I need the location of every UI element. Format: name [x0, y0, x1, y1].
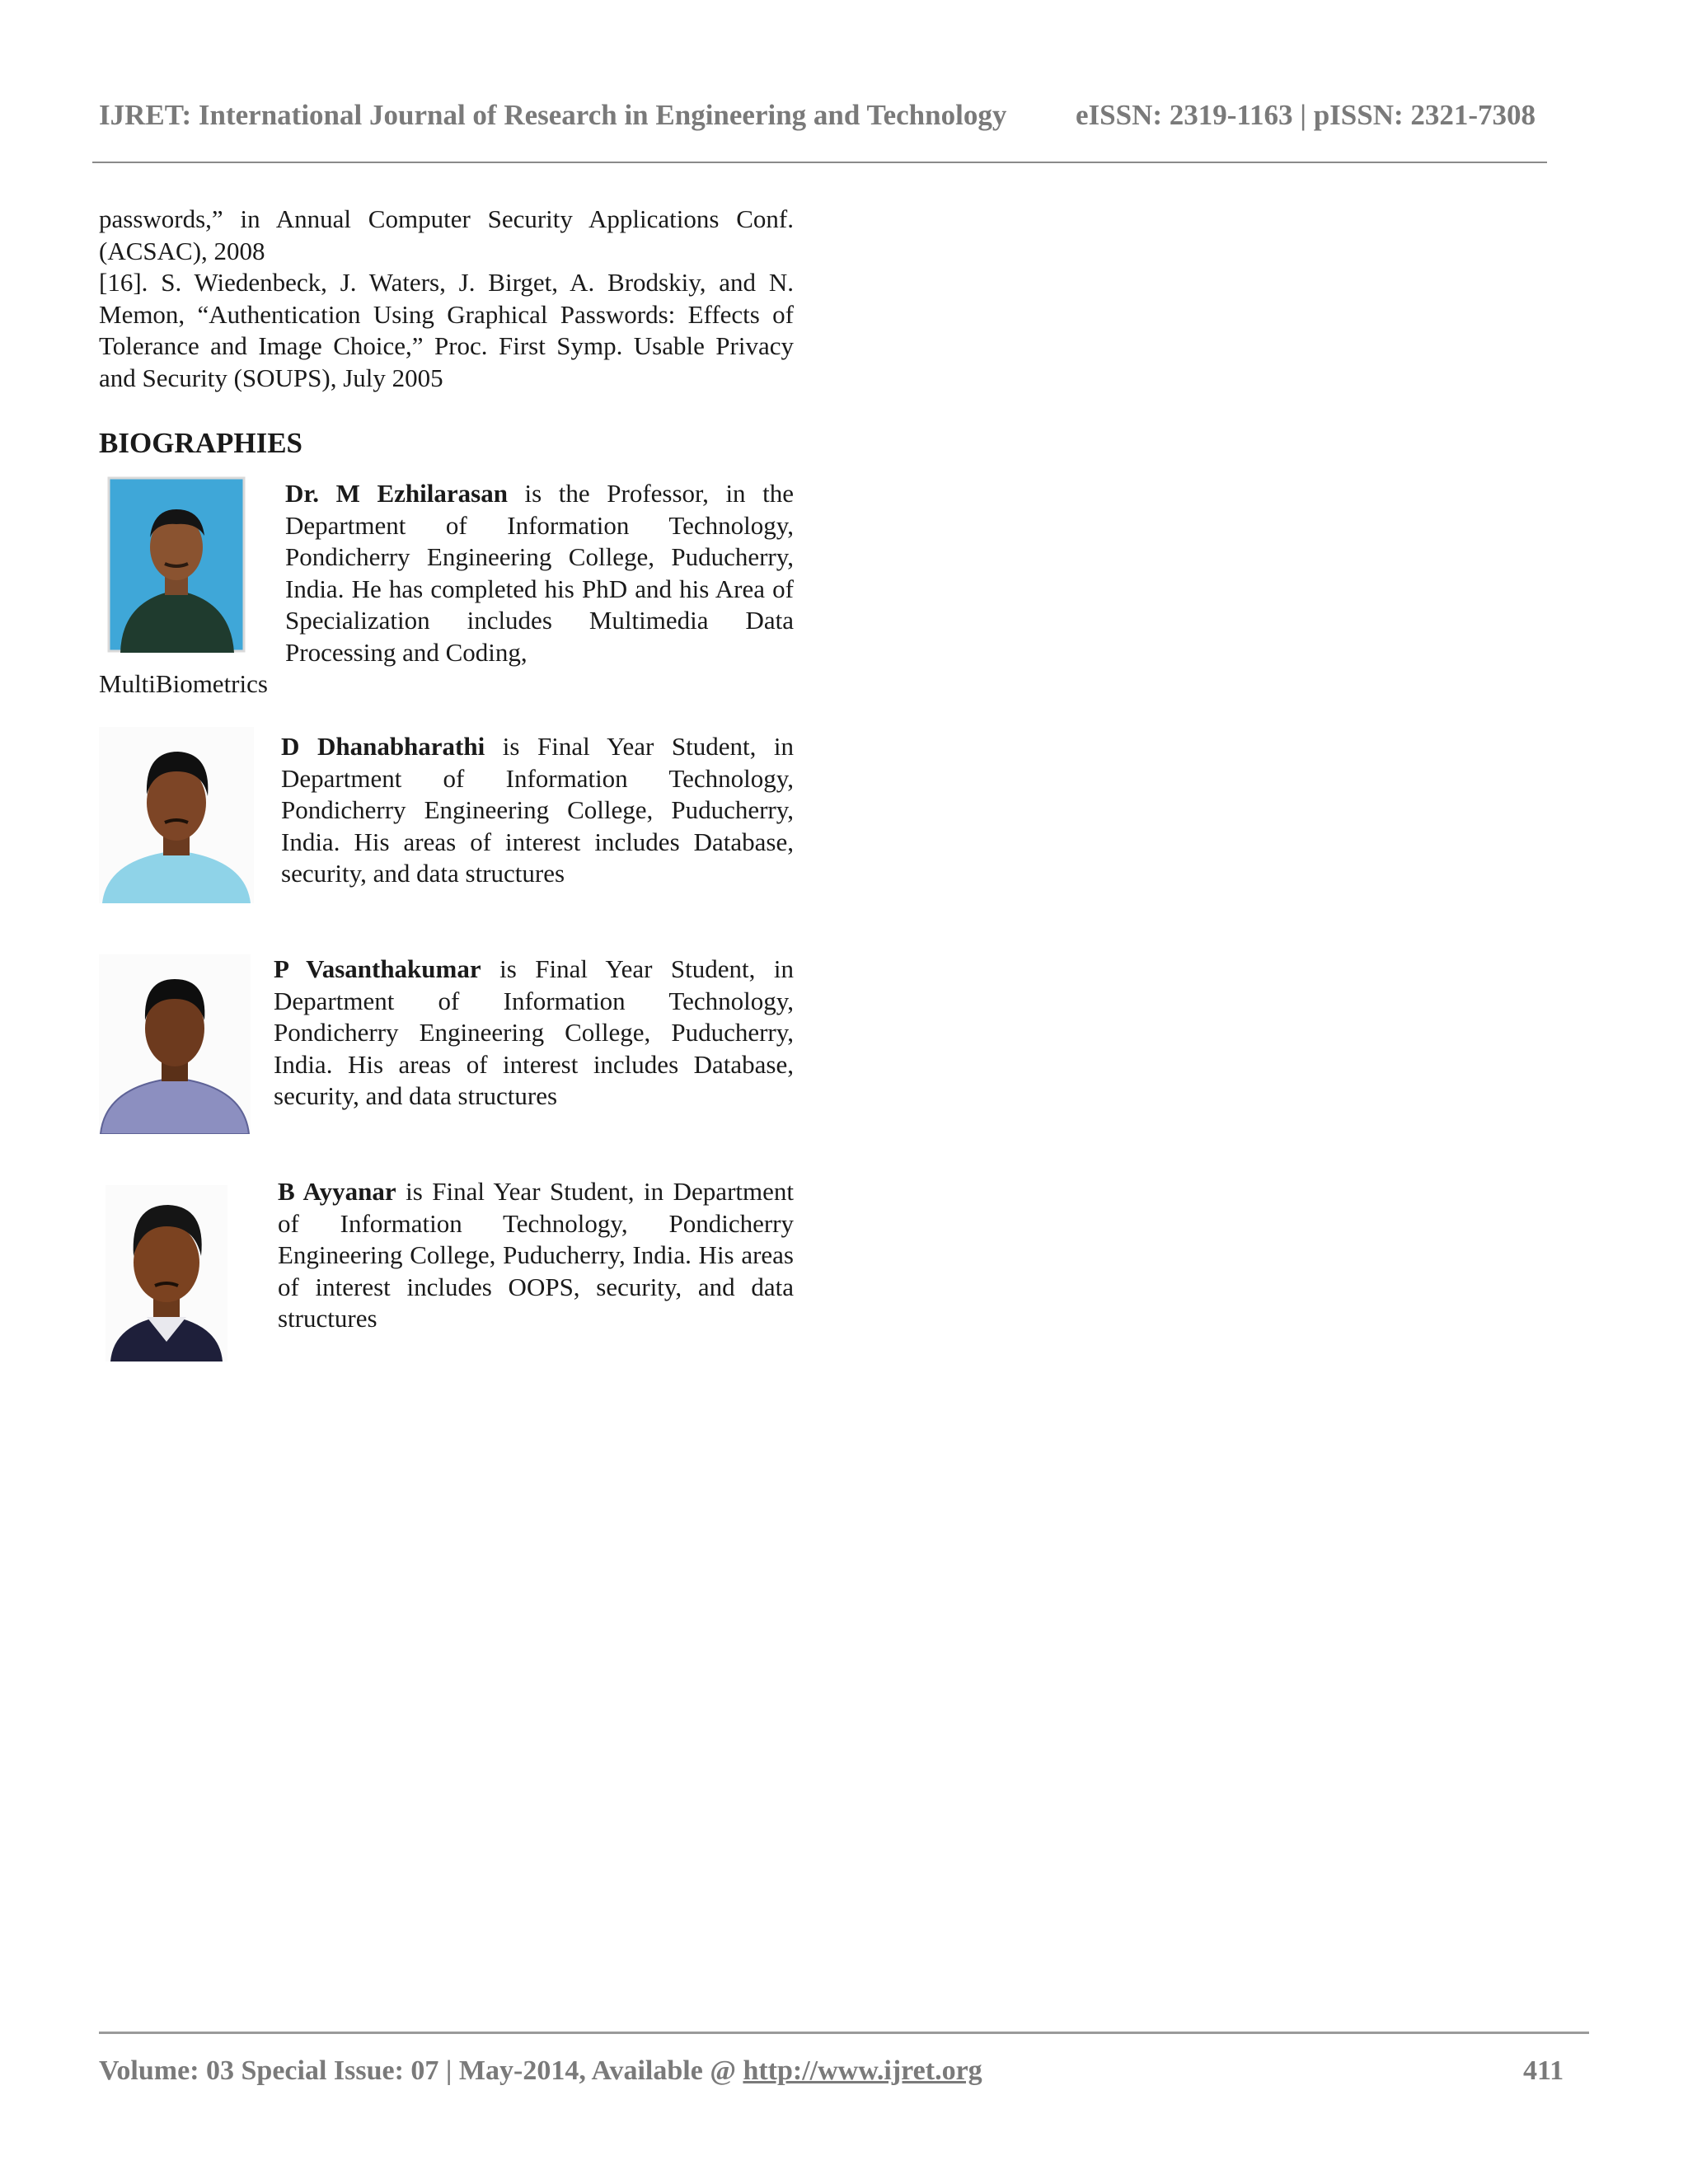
bio-ayyanar [278, 1176, 794, 1335]
reference-15-tail [99, 204, 794, 267]
author-name: Dr. M Ezhilarasan [285, 479, 508, 508]
author-name: P Vasanthakumar [274, 954, 481, 983]
author-name: B Ayyanar [278, 1177, 396, 1206]
author-photo-dhanabharathi [99, 727, 254, 903]
author-photo-ayyanar [106, 1185, 227, 1361]
author-photo-ezhilarasan [106, 476, 247, 653]
bio-body: is Final Year Student, in Department of Information Technology, Pondicherry Engineering College, Puducherry, India. His areas of interest includes Database, security, and data structures [281, 732, 794, 888]
reference-text: passwords,” in Annual Computer Security Applications Conf. (ACSAC), 2008 [99, 204, 794, 265]
header-divider [92, 162, 1547, 163]
bio-body: is the Professor, in the Department of Information Technology, Pondicherry Engineering College, Puducherry, India. He has completed his PhD and his Area of Specialization includes Multimedia Data Processing and Coding, [285, 479, 795, 667]
author-name: D Dhanabharathi [281, 732, 485, 761]
bio-overflow-text: MultiBiometrics [99, 669, 268, 698]
reference-text: [16]. S. Wiedenbeck, J. Waters, J. Birget, A. Brodskiy, and N. Memon, “Authentication Using Graphical Passwords: Effects of Tolerance and Image Choice,” Proc. First Symp. Usable Privacy and Security (SOUPS), July 2005 [99, 268, 794, 392]
header-journal-title: IJRET: International Journal of Research in Engineering and Technology [99, 99, 1007, 131]
header-issn: eISSN: 2319-1163 | pISSN: 2321-7308 [1076, 99, 1536, 131]
bio-ezhilarasan [285, 478, 794, 668]
portrait-image [99, 954, 251, 1134]
bio-body: is Final Year Student, in Department of Information Technology, Pondicherry Engineering College, Puducherry, India. His areas of interest includes Database, security, and data structures [274, 954, 795, 1110]
footer-issue-info [99, 2055, 982, 2087]
author-photo-vasanthakumar [99, 954, 251, 1134]
biographies-heading: BIOGRAPHIES [99, 427, 302, 459]
portrait-image [99, 727, 254, 903]
portrait-image [106, 1185, 227, 1361]
bio-body: is Final Year Student, in Department of Information Technology, Pondicherry Engineering College, Puducherry, India. His areas of interest includes OOPS, security, and data structures [278, 1177, 794, 1333]
bio-dhanabharathi [281, 731, 794, 890]
page-number: 411 [1523, 2055, 1564, 2086]
portrait-image [106, 476, 247, 653]
reference-16 [99, 267, 794, 394]
footer-issue-text: Volume: 03 Special Issue: 07 | May-2014, Available @ [99, 2055, 743, 2086]
footer-journal-link[interactable]: http://www.ijret.org [743, 2055, 982, 2086]
bio-vasanthakumar [274, 954, 794, 1113]
footer-divider [99, 2032, 1589, 2034]
